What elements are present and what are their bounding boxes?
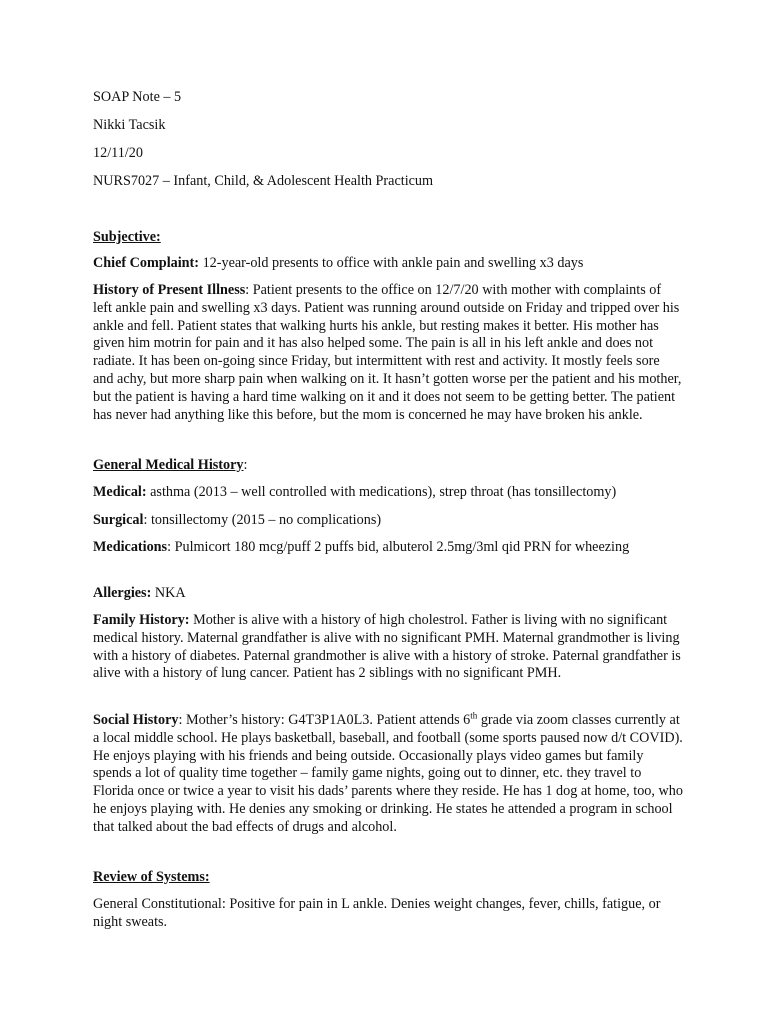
review-of-systems-heading: Review of Systems:	[93, 869, 210, 885]
chief-complaint-label: Chief Complaint:	[93, 255, 200, 271]
social-history-text-end: grade via zoom classes currently at a local middle school. He plays basketball, baseball, and football (some sports paused now d/t COVID). He enjoys playing with his friends and being outside. Occasionally plays video games but family spends a lot of quality time together – family game nights, going out to dinner, etc. they travel to Florida once or twice a year to visit his dads’ parents where they reside. He has 1 dog at home, too, who he enjoys playing with. He denies any smoking or drinking. He states he attended a program in school that talked about the bad effects of drugs and alcohol.	[93, 712, 683, 835]
allergies-paragraph	[93, 585, 683, 603]
hpi-label: History of Present Illness	[93, 282, 246, 298]
surgical-text: : tonsillectomy (2015 – no complications)	[143, 512, 382, 528]
author-name: Nikki Tacsik	[93, 117, 166, 133]
subjective-heading: Subjective:	[93, 229, 161, 245]
general-medical-history-heading	[93, 457, 247, 474]
medical-label: Medical:	[93, 484, 147, 500]
family-history-label: Family History:	[93, 612, 190, 628]
chief-complaint-paragraph	[93, 255, 683, 273]
medications-text: : Pulmicort 180 mcg/puff 2 puffs bid, albuterol 2.5mg/3ml qid PRN for wheezing	[167, 539, 630, 555]
document-title: SOAP Note – 5	[93, 89, 182, 105]
surgical-label: Surgical	[93, 512, 144, 528]
medical-text: asthma (2013 – well controlled with medications), strep throat (has tonsillectomy)	[146, 484, 617, 500]
hpi-text: : Patient presents to the office on 12/7/20 with mother with complaints of left ankle pain and swelling x3 days. Patient was running around outside on Friday and tripped over his ankle and fell. Patient states that walking hurts his ankle, but resting makes it better. His mother has given him motrin for pain and it has also helped some. The pain is all in his left ankle and does not radiate. It has been on-going since Friday, but intermittent with rest and activity. It mostly feels sore and achy, but more sharp pain when walking on it. It hasn’t gotten worse per the patient and his mother, but the patient is having a hard time walking on it and it does not seem to be getting better. The patient has never had anything like this before, but the mom is concerned he may have broken his ankle.	[93, 282, 682, 423]
social-history-paragraph	[93, 712, 683, 837]
hpi-paragraph	[93, 282, 683, 424]
allergies-label: Allergies:	[93, 585, 152, 601]
grade-ordinal-superscript: th	[470, 710, 478, 721]
medications-paragraph	[93, 539, 683, 557]
general-medical-history-label: General Medical History	[93, 457, 244, 473]
document-date: 12/11/20	[93, 145, 143, 161]
surgical-paragraph	[93, 512, 683, 530]
course-title: NURS7027 – Infant, Child, & Adolescent Health Practicum	[93, 173, 434, 189]
general-medical-history-colon: :	[243, 457, 248, 473]
medical-paragraph	[93, 484, 683, 502]
allergies-text: NKA	[151, 585, 186, 601]
family-history-text: Mother is alive with a history of high cholestrol. Father is living with no significant medical history. Maternal grandfather is alive with no significant PMH. Maternal grandmother is living with a history of diabetes. Paternal grandmother is alive with a history of stroke. Paternal grandfather is alive with a history of lung cancer. Patient has 2 siblings with no significant PMH.	[93, 612, 681, 682]
social-history-label: Social History	[93, 712, 179, 728]
general-constitutional-paragraph: General Constitutional: Positive for pain in L ankle. Denies weight changes, fever, chills, fatigue, or night sweats.	[93, 896, 661, 930]
social-history-text-start: : Mother’s history: G4T3P1A0L3. Patient attends 6	[178, 712, 471, 728]
medications-label: Medications	[93, 539, 168, 555]
family-history-paragraph	[93, 612, 683, 683]
chief-complaint-text: 12-year-old presents to office with ankle pain and swelling x3 days	[199, 255, 584, 271]
